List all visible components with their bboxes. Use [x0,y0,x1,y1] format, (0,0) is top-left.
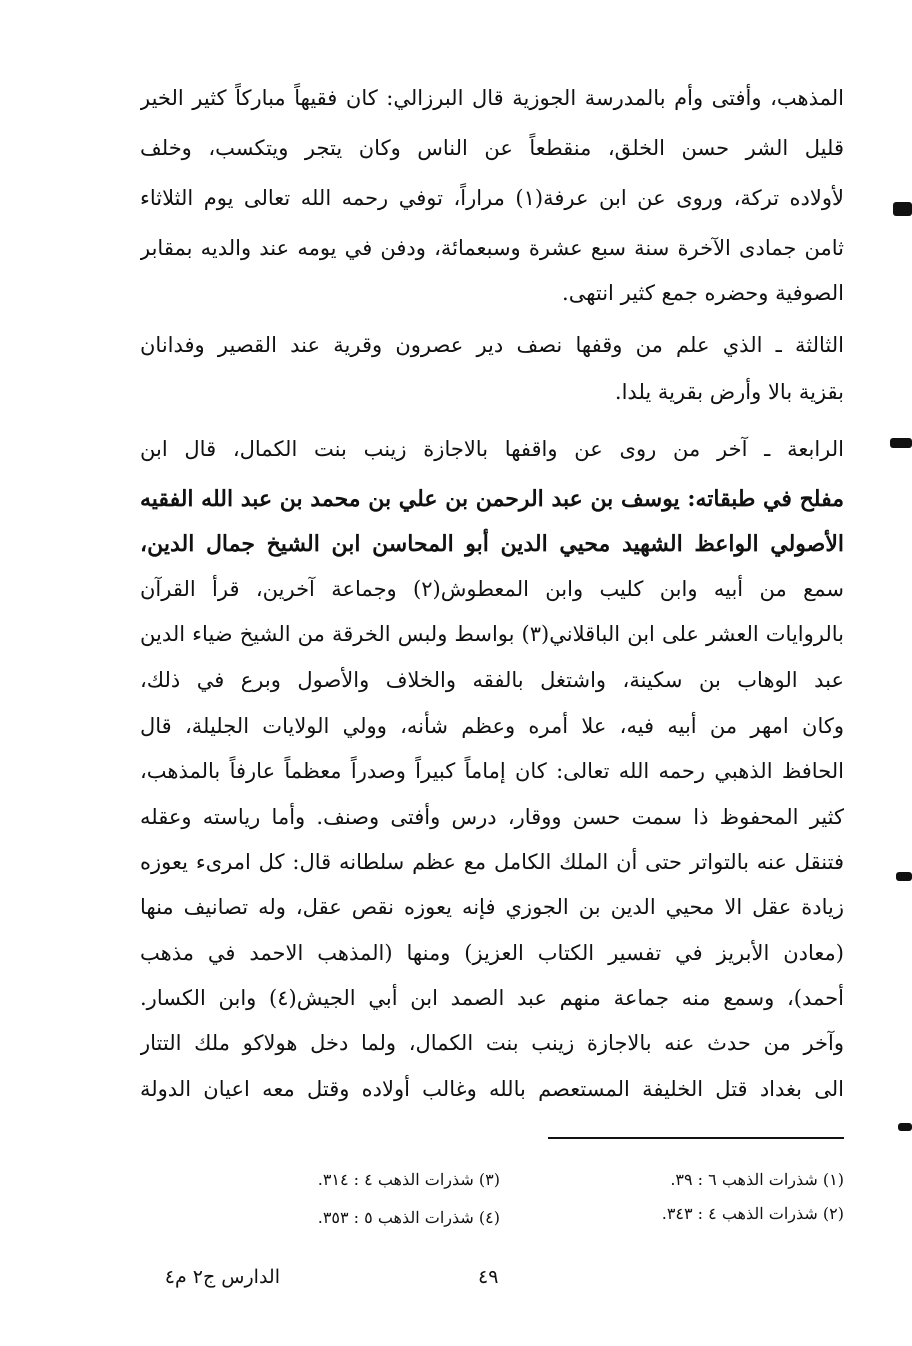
text-line: كثير المحفوظ ذا سمت حسن ووقار، درس وأفتى وصنف. وأما رياسته وعقله [140,805,844,829]
margin-ink-mark [898,1123,912,1131]
text-line: بقزية بالا وأرض بقرية يلدا. [614,380,844,404]
text-line-bold: مفلح في طبقاته: يوسف بن عبد الرحمن بن علي بن محمد بن عبد الله الفقيه [140,486,844,512]
footnote-separator [548,1137,844,1139]
text-line: وآخر من حدث عنه بالاجازة زينب بنت الكمال، ولما دخل هولاكو ملك التتار [140,1031,844,1055]
margin-ink-mark [890,438,912,448]
footnote-1: (١) شذرات الذهب ٦ : ٣٩. [670,1170,844,1189]
text-line: زيادة عقل الا محيي الدين بن الجوزي فإنه يعوزه نقص عقل، وله تصانيف منها [140,895,844,919]
footnote-4: (٤) شذرات الذهب ٥ : ٣٥٣. [317,1208,500,1227]
text-line: الى بغداد قتل الخليفة المستعصم بالله وغالب أولاده وقتل معه اعيان الدولة [140,1077,844,1101]
text-line: وكان امهر من أبيه فيه، علا أمره وعظم شأنه، وولي الولايات الجليلة، قال [140,714,844,738]
footnote-2: (٢) شذرات الذهب ٤ : ٣٤٣. [661,1204,844,1223]
margin-ink-mark [893,202,912,216]
page-number: ٤٩ [478,1266,499,1288]
signature-mark: الدارس ج٢ م٤ [164,1266,280,1288]
text-line: الصوفية وحضره جمع كثير انتهى. [562,281,844,305]
text-line: قليل الشر حسن الخلق، منقطعاً عن الناس وكان يتجر ويتكسب، وخلف [140,136,844,160]
text-line: الثالثة ـ الذي علم من وقفها نصف دير عصرون وقرية عند القصير وفدانان [140,333,844,357]
text-line: سمع من أبيه وابن كليب وابن المعطوش(٢) وجماعة آخرين، قرأ القرآن [140,577,844,601]
text-line: لأولاده تركة، وروى عن ابن عرفة(١) مراراً، توفي رحمه الله تعالى يوم الثلاثاء [140,186,844,210]
text-line-bold: الأصولي الواعظ الشهيد محيي الدين أبو المحاسن ابن الشيخ جمال الدين، [140,531,844,557]
text-line: بالروايات العشر على ابن الباقلاني(٣) بواسط ولبس الخرقة من الشيخ ضياء الدين [140,622,844,646]
text-line: الرابعة ـ آخر من روى عن واقفها بالاجازة زينب بنت الكمال، قال ابن [140,437,844,461]
text-line: (معادن الأبريز في تفسير الكتاب العزيز) ومنها (المذهب الاحمد في مذهب [140,941,844,965]
text-line: المذهب، وأفتى وأم بالمدرسة الجوزية قال البرزالي: كان فقيهاً مباركاً كثير الخير [140,86,844,110]
margin-ink-mark [896,872,912,881]
text-line: ثامن جمادى الآخرة سنة سبع عشرة وسبعمائة، ودفن في يومه عند والديه بمقابر [140,236,844,260]
text-line: أحمد)، وسمع منه جماعة منهم عبد الصمد ابن أبي الجيش(٤) وابن الكسار. [140,986,844,1010]
text-line: عبد الوهاب بن سكينة، واشتغل بالفقه والخلاف والأصول وبرع في ذلك، [140,668,844,692]
text-line: فتنقل عنه بالتواتر حتى أن الملك الكامل مع عظم سلطانه قال: كل امرىء يعوزه [140,850,844,874]
text-line: الحافظ الذهبي رحمه الله تعالى: كان إماماً كبيراً وصدراً معظماً عارفاً بالمذهب، [140,759,844,783]
footnote-3: (٣) شذرات الذهب ٤ : ٣١٤. [317,1170,500,1189]
